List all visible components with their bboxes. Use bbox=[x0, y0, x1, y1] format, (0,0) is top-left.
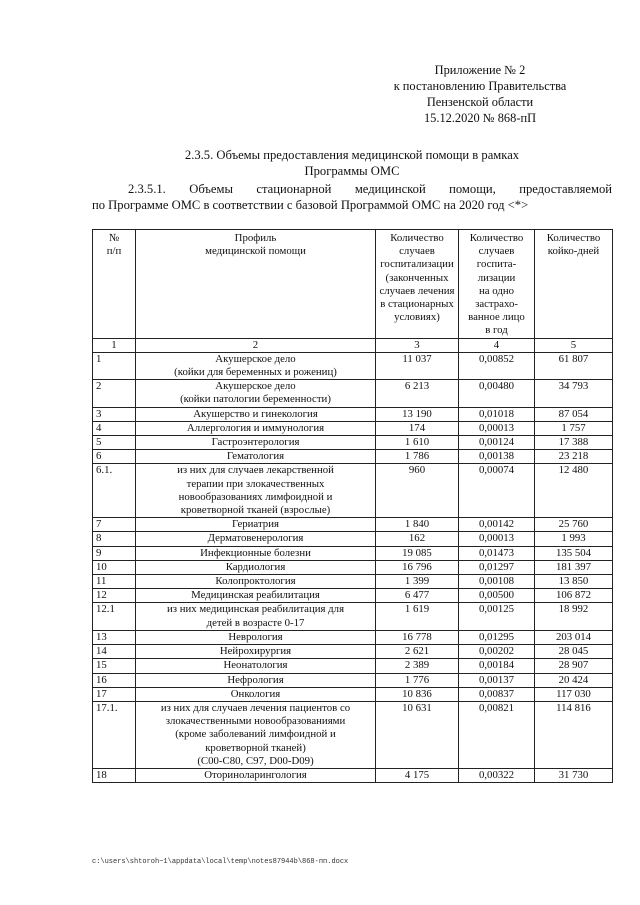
hospitalization-cases: 10 836 bbox=[376, 687, 459, 701]
appendix-block bbox=[360, 62, 600, 126]
row-number: 18 bbox=[93, 768, 136, 782]
table-row bbox=[93, 645, 613, 659]
header-line: № bbox=[108, 232, 120, 244]
bed-days: 1 757 bbox=[535, 421, 613, 435]
profile-name bbox=[136, 352, 376, 379]
hospitalization-cases: 10 631 bbox=[376, 701, 459, 768]
bed-days: 114 816 bbox=[535, 701, 613, 768]
profile-name bbox=[136, 546, 376, 560]
bed-days: 203 014 bbox=[535, 630, 613, 644]
cases-per-insured: 0,00142 bbox=[459, 518, 535, 532]
table-row bbox=[93, 630, 613, 644]
bed-days: 13 850 bbox=[535, 575, 613, 589]
column-number-cell: 5 bbox=[535, 338, 613, 352]
hospitalization-cases: 1 776 bbox=[376, 673, 459, 687]
header-line: случаев лечения bbox=[379, 284, 455, 297]
table-row bbox=[93, 701, 613, 768]
profile-name-line: Акушерское дело bbox=[215, 352, 296, 365]
row-number: 6.1. bbox=[93, 464, 136, 518]
profile-name-line: из них медицинская реабилитация для bbox=[166, 603, 345, 616]
cases-per-insured: 0,00837 bbox=[459, 687, 535, 701]
hospitalization-cases: 162 bbox=[376, 532, 459, 546]
header-line: застрахо- bbox=[475, 298, 518, 311]
profile-name-line: Акушерское дело bbox=[215, 380, 296, 393]
profile-name bbox=[136, 659, 376, 673]
appendix-title: Приложение № 2 bbox=[434, 63, 526, 77]
table-row bbox=[93, 407, 613, 421]
profile-name bbox=[136, 407, 376, 421]
row-number: 17 bbox=[93, 687, 136, 701]
header-line: Профиль bbox=[234, 232, 277, 244]
header-line: Количество bbox=[546, 232, 601, 244]
profile-name bbox=[136, 589, 376, 603]
table-row bbox=[93, 421, 613, 435]
profile-name-line: Онкология bbox=[230, 687, 281, 700]
table-row bbox=[93, 575, 613, 589]
profile-name-line: Колопроктология bbox=[215, 575, 296, 588]
profile-name-line: из них для случаев лекарственной bbox=[177, 464, 334, 477]
profile-name bbox=[136, 630, 376, 644]
table-row bbox=[93, 352, 613, 379]
column-number-cell: 3 bbox=[376, 338, 459, 352]
row-number: 16 bbox=[93, 673, 136, 687]
hospitalization-cases: 6 213 bbox=[376, 380, 459, 407]
cases-per-insured: 0,01473 bbox=[459, 546, 535, 560]
header-number bbox=[93, 230, 136, 339]
hospitalization-cases: 1 399 bbox=[376, 575, 459, 589]
bed-days: 28 907 bbox=[535, 659, 613, 673]
row-number: 17.1. bbox=[93, 701, 136, 768]
profile-name-line: Гериатрия bbox=[232, 518, 279, 531]
volumes-table bbox=[92, 229, 613, 783]
row-number: 3 bbox=[93, 407, 136, 421]
profile-name bbox=[136, 532, 376, 546]
header-line: в стационарных bbox=[380, 298, 454, 311]
bed-days: 106 872 bbox=[535, 589, 613, 603]
hospitalization-cases: 4 175 bbox=[376, 768, 459, 782]
hospitalization-cases: 1 840 bbox=[376, 518, 459, 532]
profile-name-line: Неонатология bbox=[223, 659, 288, 672]
cases-per-insured: 0,00138 bbox=[459, 450, 535, 464]
table-row bbox=[93, 687, 613, 701]
profile-name-line: (С00-С80, С97, D00-D09) bbox=[197, 754, 314, 767]
cases-per-insured: 0,01295 bbox=[459, 630, 535, 644]
profile-name bbox=[136, 768, 376, 782]
hospitalization-cases: 19 085 bbox=[376, 546, 459, 560]
hospitalization-cases: 174 bbox=[376, 421, 459, 435]
header-bed-days bbox=[535, 230, 613, 339]
cases-per-insured: 0,00202 bbox=[459, 645, 535, 659]
hospitalization-cases: 16 796 bbox=[376, 560, 459, 574]
profile-name-line: Инфекционные болезни bbox=[200, 546, 311, 559]
header-line: Количество bbox=[390, 232, 444, 244]
profile-name bbox=[136, 575, 376, 589]
profile-name bbox=[136, 645, 376, 659]
profile-name-line: Гастроэнтерология bbox=[211, 436, 300, 449]
table-column-numbers-row bbox=[93, 338, 613, 352]
table-row bbox=[93, 560, 613, 574]
hospitalization-cases: 11 037 bbox=[376, 352, 459, 379]
table-row bbox=[93, 436, 613, 450]
profile-name-line: терапии при злокачественных bbox=[186, 477, 325, 490]
subsection-paragraph-line1: 2.3.5.1. Объемы стационарной медицинской помощи, предоставляемой bbox=[128, 182, 612, 196]
profile-name bbox=[136, 464, 376, 518]
bed-days: 117 030 bbox=[535, 687, 613, 701]
profile-name-line: Нейрохирургия bbox=[219, 645, 292, 658]
profile-name bbox=[136, 380, 376, 407]
cases-per-insured: 0,00013 bbox=[459, 532, 535, 546]
profile-name bbox=[136, 701, 376, 768]
profile-name-line: Гематология bbox=[226, 450, 285, 463]
table-row bbox=[93, 768, 613, 782]
hospitalization-cases: 2 389 bbox=[376, 659, 459, 673]
profile-name-line: кроветворной тканей (взрослые) bbox=[180, 504, 331, 517]
profile-name bbox=[136, 560, 376, 574]
profile-name-line: Аллергология и иммунология bbox=[186, 421, 325, 434]
bed-days: 17 388 bbox=[535, 436, 613, 450]
profile-name-line: злокачественными новообразованиями bbox=[165, 715, 346, 728]
profile-name-line: новообразованиях лимфоидной и bbox=[178, 490, 333, 503]
cases-per-insured: 0,00074 bbox=[459, 464, 535, 518]
cases-per-insured: 0,00322 bbox=[459, 768, 535, 782]
table-row bbox=[93, 589, 613, 603]
profile-name bbox=[136, 518, 376, 532]
row-number: 4 bbox=[93, 421, 136, 435]
row-number: 5 bbox=[93, 436, 136, 450]
profile-name-line: Акушерство и гинекология bbox=[193, 407, 318, 420]
row-number: 9 bbox=[93, 546, 136, 560]
table-row bbox=[93, 464, 613, 518]
bed-days: 25 760 bbox=[535, 518, 613, 532]
bed-days: 135 504 bbox=[535, 546, 613, 560]
column-number-cell: 1 bbox=[93, 338, 136, 352]
hospitalization-cases: 1 619 bbox=[376, 603, 459, 630]
row-number: 15 bbox=[93, 659, 136, 673]
table-body bbox=[93, 352, 613, 782]
profile-name bbox=[136, 436, 376, 450]
subsection-paragraph-line2: по Программе ОМС в соответствии с базовой Программой ОМС на 2020 год <*> bbox=[92, 198, 529, 212]
hospitalization-cases: 1 610 bbox=[376, 436, 459, 450]
row-number: 12.1 bbox=[93, 603, 136, 630]
bed-days: 181 397 bbox=[535, 560, 613, 574]
header-line: (законченных bbox=[385, 271, 449, 284]
header-cases-per-person bbox=[459, 230, 535, 339]
table-row bbox=[93, 546, 613, 560]
header-line: случаев bbox=[399, 245, 435, 258]
row-number: 8 bbox=[93, 532, 136, 546]
header-line: госпитализации bbox=[380, 258, 454, 271]
profile-name-line: кроветворной тканей) bbox=[205, 741, 306, 754]
header-line: на одно bbox=[478, 284, 515, 297]
bed-days: 61 807 bbox=[535, 352, 613, 379]
header-line: случаев bbox=[478, 245, 515, 258]
bed-days: 87 054 bbox=[535, 407, 613, 421]
file-path-footer: c:\users\shtoroh~1\appdata\local\temp\notes87944b\868-пп.docx bbox=[92, 858, 349, 866]
table-row bbox=[93, 673, 613, 687]
profile-name bbox=[136, 687, 376, 701]
header-line: лизации bbox=[477, 271, 516, 284]
hospitalization-cases: 1 786 bbox=[376, 450, 459, 464]
cases-per-insured: 0,00125 bbox=[459, 603, 535, 630]
table-row bbox=[93, 450, 613, 464]
profile-name bbox=[136, 421, 376, 435]
bed-days: 34 793 bbox=[535, 380, 613, 407]
section-heading bbox=[92, 147, 612, 179]
header-line: в год bbox=[485, 324, 508, 337]
profile-name-line: Оториноларингология bbox=[204, 768, 307, 781]
cases-per-insured: 0,01297 bbox=[459, 560, 535, 574]
table-row bbox=[93, 518, 613, 532]
cases-per-insured: 0,01018 bbox=[459, 407, 535, 421]
section-heading-line2: Программы ОМС bbox=[304, 164, 400, 178]
row-number: 11 bbox=[93, 575, 136, 589]
header-line: ванное лицо bbox=[468, 311, 525, 324]
row-number: 14 bbox=[93, 645, 136, 659]
bed-days: 28 045 bbox=[535, 645, 613, 659]
table-row bbox=[93, 380, 613, 407]
appendix-decree-line: к постановлению Правительства bbox=[393, 79, 567, 93]
profile-name-line: Нефрология bbox=[227, 673, 284, 686]
table-header-row bbox=[93, 230, 613, 339]
profile-name bbox=[136, 450, 376, 464]
profile-name-line: Кардиология bbox=[225, 560, 286, 573]
header-line: условиях) bbox=[394, 311, 440, 324]
profile-name bbox=[136, 673, 376, 687]
header-profile bbox=[136, 230, 376, 339]
cases-per-insured: 0,00108 bbox=[459, 575, 535, 589]
profile-name bbox=[136, 603, 376, 630]
table-row bbox=[93, 603, 613, 630]
cases-per-insured: 0,00480 bbox=[459, 380, 535, 407]
header-line: Количество bbox=[469, 232, 524, 244]
column-number-cell: 2 bbox=[136, 338, 376, 352]
row-number: 12 bbox=[93, 589, 136, 603]
bed-days: 18 992 bbox=[535, 603, 613, 630]
profile-name-line: (кроме заболеваний лимфоидной и bbox=[175, 728, 336, 741]
row-number: 10 bbox=[93, 560, 136, 574]
cases-per-insured: 0,00013 bbox=[459, 421, 535, 435]
header-line: п/п bbox=[106, 245, 122, 258]
hospitalization-cases: 13 190 bbox=[376, 407, 459, 421]
profile-name-line: из них для случаев лечения пациентов со bbox=[160, 701, 351, 714]
column-number-cell: 4 bbox=[459, 338, 535, 352]
header-line: госпита- bbox=[476, 258, 517, 271]
subsection-paragraph bbox=[92, 181, 612, 213]
appendix-date-number: 15.12.2020 № 868-пП bbox=[423, 111, 537, 125]
hospitalization-cases: 2 621 bbox=[376, 645, 459, 659]
bed-days: 20 424 bbox=[535, 673, 613, 687]
row-number: 1 bbox=[93, 352, 136, 379]
header-line: койко-дней bbox=[547, 245, 600, 258]
row-number: 6 bbox=[93, 450, 136, 464]
cases-per-insured: 0,00821 bbox=[459, 701, 535, 768]
profile-name-line: Неврология bbox=[228, 630, 283, 643]
table-row bbox=[93, 659, 613, 673]
profile-name-line: (койки патологии беременности) bbox=[180, 393, 331, 406]
header-cases bbox=[376, 230, 459, 339]
hospitalization-cases: 6 477 bbox=[376, 589, 459, 603]
row-number: 2 bbox=[93, 380, 136, 407]
profile-name-line: Дерматовенерология bbox=[207, 532, 304, 545]
bed-days: 23 218 bbox=[535, 450, 613, 464]
header-line: медицинской помощи bbox=[205, 245, 306, 258]
row-number: 7 bbox=[93, 518, 136, 532]
cases-per-insured: 0,00137 bbox=[459, 673, 535, 687]
row-number: 13 bbox=[93, 630, 136, 644]
cases-per-insured: 0,00852 bbox=[459, 352, 535, 379]
table-row bbox=[93, 532, 613, 546]
hospitalization-cases: 960 bbox=[376, 464, 459, 518]
section-heading-line1: 2.3.5. Объемы предоставления медицинской помощи в рамках bbox=[184, 148, 520, 162]
bed-days: 12 480 bbox=[535, 464, 613, 518]
profile-name-line: (койки для беременных и рожениц) bbox=[174, 366, 337, 379]
bed-days: 31 730 bbox=[535, 768, 613, 782]
profile-name-line: детей в возрасте 0-17 bbox=[206, 616, 305, 629]
cases-per-insured: 0,00124 bbox=[459, 436, 535, 450]
cases-per-insured: 0,00500 bbox=[459, 589, 535, 603]
hospitalization-cases: 16 778 bbox=[376, 630, 459, 644]
bed-days: 1 993 bbox=[535, 532, 613, 546]
cases-per-insured: 0,00184 bbox=[459, 659, 535, 673]
profile-name-line: Медицинская реабилитация bbox=[191, 589, 320, 602]
appendix-region-line: Пензенской области bbox=[426, 95, 534, 109]
